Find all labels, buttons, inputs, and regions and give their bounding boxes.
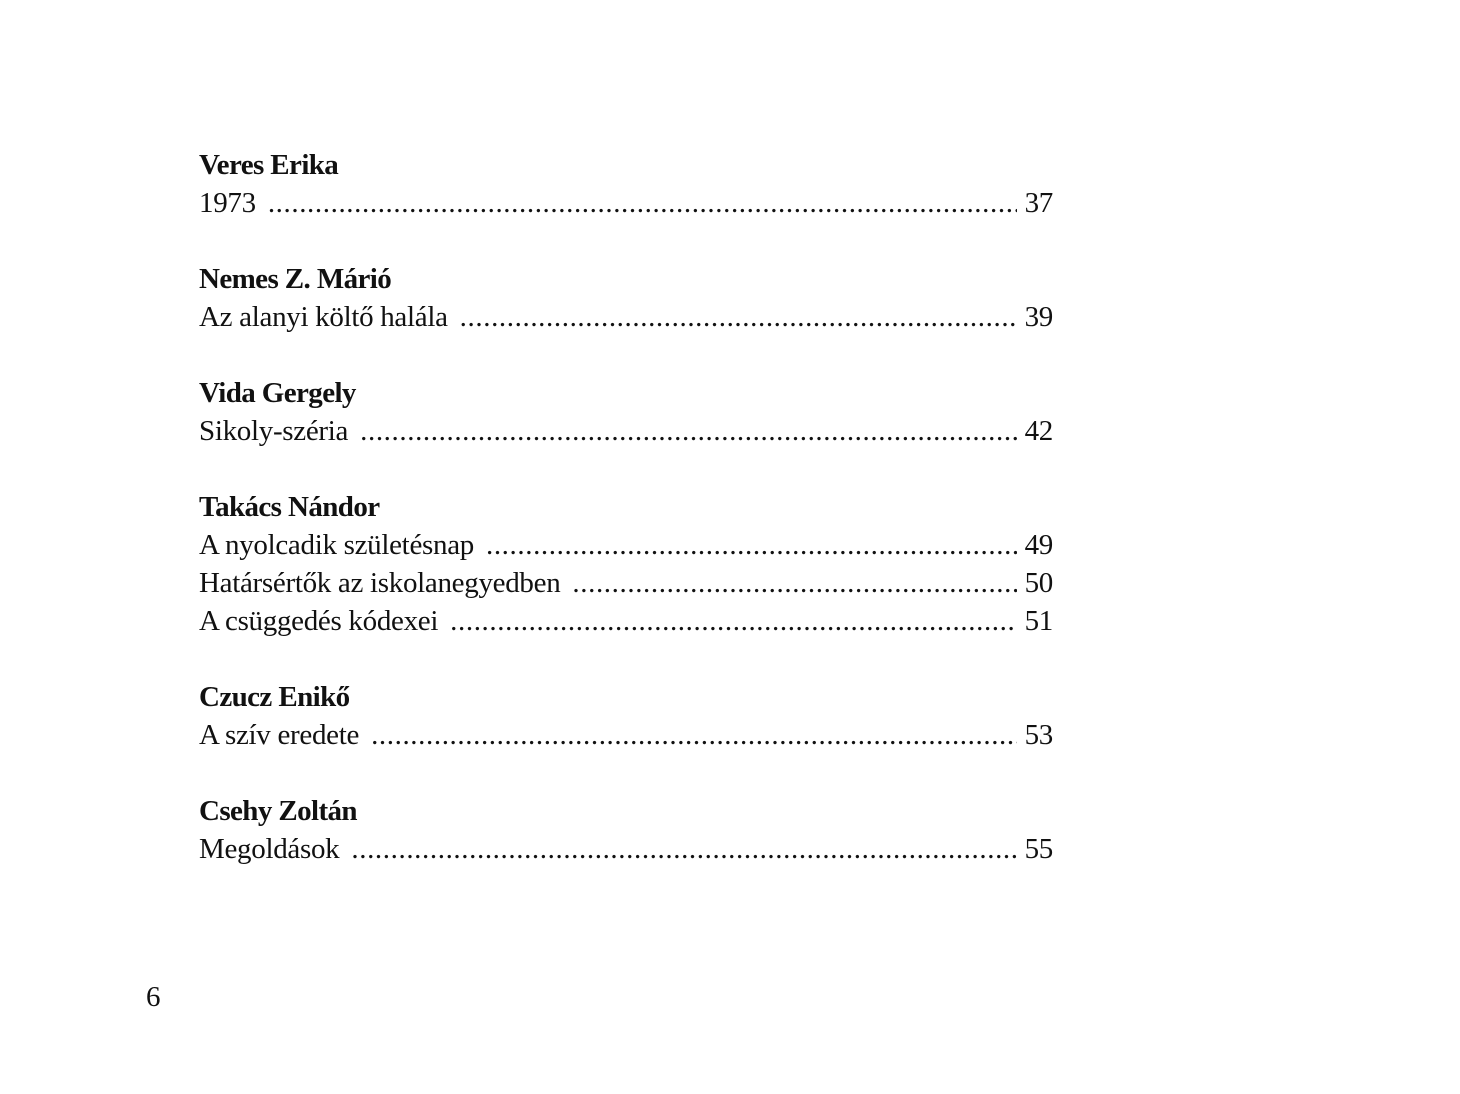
entry-page-number: 37 (1024, 187, 1053, 219)
author-name: Vida Gergely (199, 377, 356, 409)
author-name: Czucz Enikő (199, 681, 350, 713)
author-name: Nemes Z. Márió (199, 263, 392, 295)
dot-leader (360, 412, 1016, 450)
author-name: Veres Erika (199, 149, 339, 181)
entry-page-number: 51 (1024, 605, 1053, 637)
toc-entry[interactable] (199, 412, 1053, 450)
entry-page-number: 53 (1024, 719, 1053, 751)
entry-page-number: 49 (1024, 529, 1053, 561)
toc-section (199, 678, 1053, 754)
toc-entry[interactable] (199, 526, 1053, 564)
entry-page-number: 50 (1024, 567, 1053, 599)
entry-title: Az alanyi költő halála (199, 301, 448, 333)
toc-section (199, 488, 1053, 640)
entry-page-number: 42 (1024, 415, 1053, 447)
dot-leader (572, 564, 1016, 602)
entry-title: Megoldások (199, 833, 340, 865)
entry-title: Határsértők az iskolanegyedben (199, 567, 561, 599)
page-number: 6 (146, 981, 161, 1013)
dot-leader (450, 602, 1016, 640)
dot-leader (351, 830, 1016, 868)
dot-leader (486, 526, 1017, 564)
dot-leader (460, 298, 1017, 336)
entry-page-number: 39 (1024, 301, 1053, 333)
entry-page-number: 55 (1024, 833, 1053, 865)
toc-section (199, 260, 1053, 336)
entry-title: Sikoly-széria (199, 415, 349, 447)
toc-entry[interactable] (199, 602, 1053, 640)
toc-entry[interactable] (199, 716, 1053, 754)
entry-title: A nyolcadik születésnap (199, 529, 474, 561)
dot-leader (268, 184, 1017, 222)
toc-entry[interactable] (199, 564, 1053, 602)
dot-leader (371, 716, 1017, 754)
toc-entry[interactable] (199, 298, 1053, 336)
toc-section (199, 374, 1053, 450)
entry-title: A csüggedés kódexei (199, 605, 439, 637)
entry-title: A szív eredete (199, 719, 360, 751)
author-name: Csehy Zoltán (199, 795, 357, 827)
toc-entry[interactable] (199, 830, 1053, 868)
author-name: Takács Nándor (199, 491, 380, 523)
toc-entry[interactable] (199, 184, 1053, 222)
toc-section (199, 792, 1053, 868)
table-of-contents (199, 146, 1053, 906)
toc-section (199, 146, 1053, 222)
entry-title: 1973 (199, 187, 256, 219)
